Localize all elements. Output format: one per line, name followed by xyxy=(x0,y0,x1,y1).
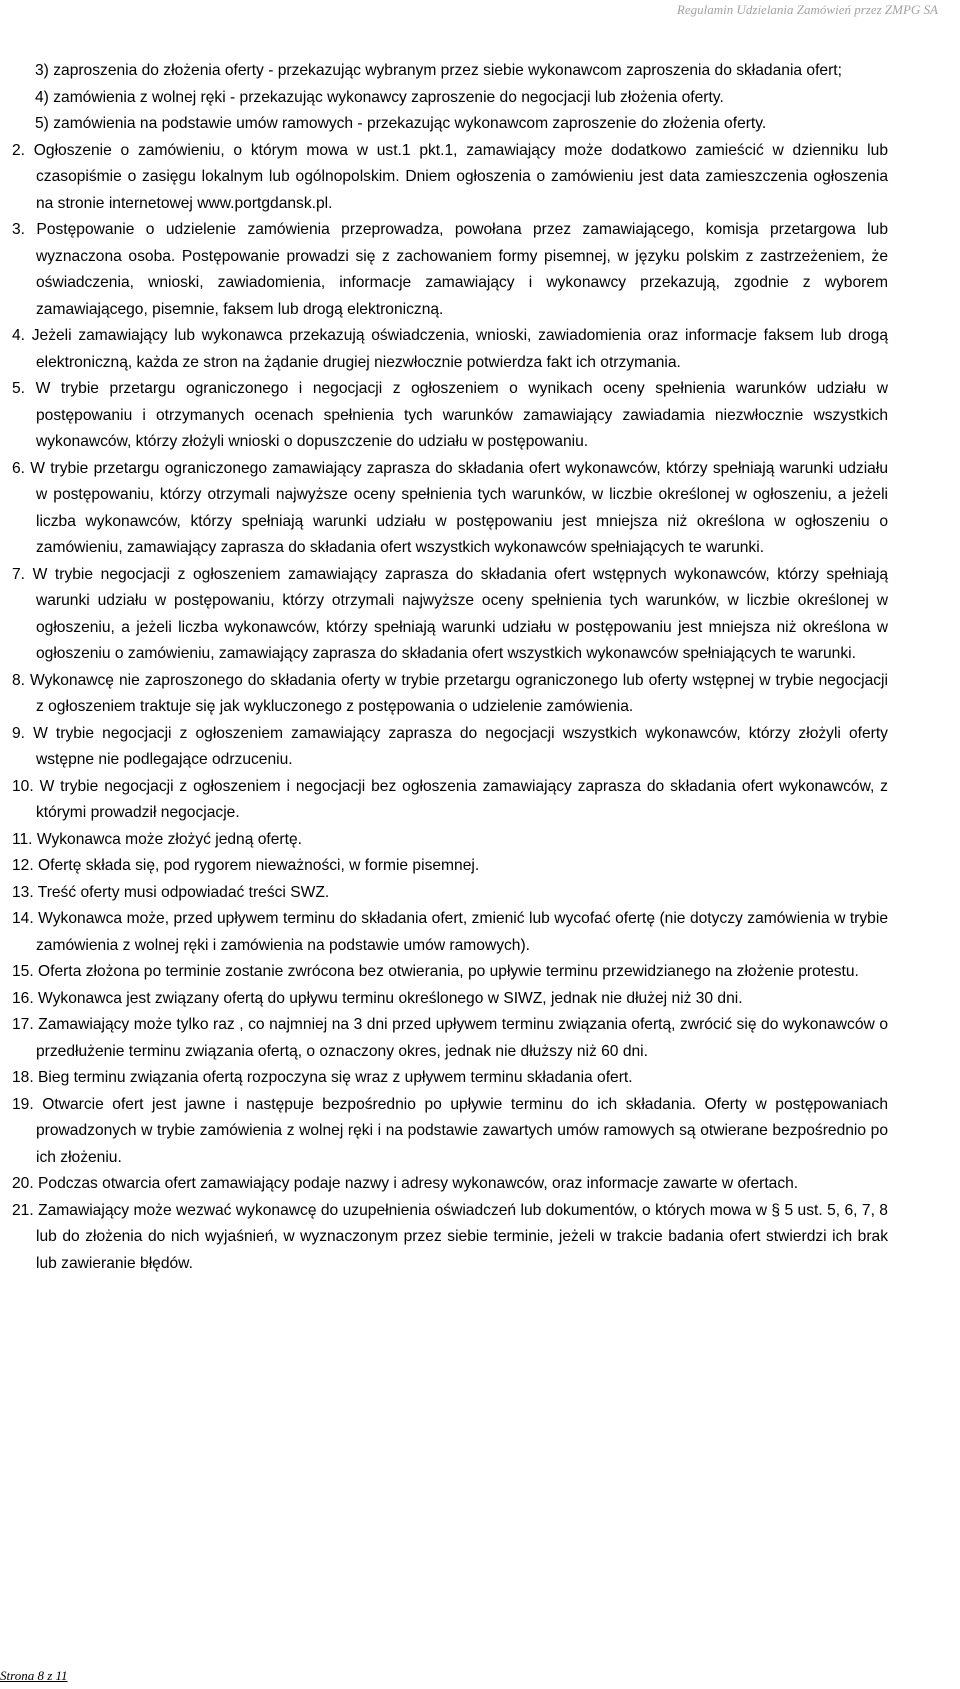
sub-list-item xyxy=(12,111,888,138)
numbered-paragraph xyxy=(12,562,888,668)
paragraph-number: 15. xyxy=(12,963,34,980)
numbered-paragraph xyxy=(12,1171,888,1198)
paragraph-number: 7. xyxy=(12,565,26,583)
paragraph-text: Wykonawca jest związany ofertą do upływu terminu określonego w SIWZ, jednak nie dłużej niż 30 dni. xyxy=(38,989,743,1007)
numbered-paragraph xyxy=(12,323,888,376)
paragraph-number: 3. xyxy=(12,221,26,238)
paragraph-text: Ofertę składa się, pod rygorem nieważności, w formie pisemnej. xyxy=(38,857,480,874)
paragraph-number: 5. xyxy=(12,380,26,397)
numbered-paragraph xyxy=(12,217,888,323)
paragraph-text: Zamawiający może wezwać wykonawcę do uzupełnienia oświadczeń lub dokumentów, o których mowa w § 5 ust. 5, 6, 7, 8 lub do złożenia do nich wyjaśnień, w wyznaczonym przez siebie terminie, jeżeli w trakcie badania ofert stwierdzi ich brak lub zawieranie błędów. xyxy=(36,1201,888,1272)
paragraph-text: Wykonawca może złożyć jedną ofertę. xyxy=(36,830,302,848)
paragraph-text: W trybie przetargu ograniczonego zamawiający zaprasza do składania ofert wykonawców, którzy spełniają warunki udziału w postępowaniu, którzy otrzymali najwyższe oceny spełnienia tych warunków, w liczbie określonej w ogłoszeniu, a jeżeli liczba wykonawców, którzy spełniają warunki udziału w postępowaniu jest mniejsza niż określona w ogłoszeniu o zamówieniu, zamawiający zaprasza do składania ofert wszystkich wykonawców spełniających te warunki. xyxy=(30,459,888,556)
paragraph-text: Podczas otwarcia ofert zamawiający podaje nazwy i adresy wykonawców, oraz informacje zawarte w ofertach. xyxy=(38,1175,799,1192)
paragraph-text: W trybie negocjacji z ogłoszeniem zamawiający zaprasza do składania ofert wstępnych wykonawców, którzy spełniają warunki udziału w postępowaniu, którzy otrzymali najwyższe oceny spełnienia tych warunków, w liczbie określonej w ogłoszeniu, a jeżeli liczba wykonawców, którzy spełniają warunki udziału w postępowaniu jest mniejsza niż określona w ogłoszeniu o zamówieniu, zamawiający zaprasza do składania ofert wszystkich wykonawców spełniających te warunki. xyxy=(32,565,888,662)
paragraph-text: W trybie przetargu ograniczonego i negocjacji z ogłoszeniem o wynikach oceny spełnienia warunków udziału w postępowaniu i otrzymanych ocenach spełnienia tych warunków zamawiający zawiadamia niezwłocznie wszystkich wykonawców, którzy złożyli wnioski o dopuszczenie do udziału w postępowaniu. xyxy=(35,380,888,450)
paragraph-number: 4. xyxy=(12,327,26,344)
sub-list-item xyxy=(12,85,888,112)
paragraph-text: zamówienia z wolnej ręki - przekazując wykonawcy zaproszenie do negocjacji lub złożenia oferty. xyxy=(53,88,724,106)
paragraph-number: 11. xyxy=(12,830,33,848)
document-body xyxy=(12,58,888,1277)
paragraph-text: Ogłoszenie o zamówieniu, o którym mowa w ust.1 pkt.1, zamawiający może dodatkowo zamieścić w dzienniku lub czasopiśmie o zasięgu lokalnym lub ogólnopolskim. Dniem ogłoszenia o zamówieniu jest data zamieszczenia ogłoszenia na stronie internetowej www.portgdansk.pl. xyxy=(33,141,888,212)
running-header-title: Regulamin Udzielania Zamówień przez ZMPG SA xyxy=(676,2,938,17)
page-header xyxy=(0,0,960,34)
paragraph-number: 3) xyxy=(35,62,49,79)
sub-list-item xyxy=(12,58,888,85)
numbered-paragraph xyxy=(12,986,888,1013)
paragraph-number: 18. xyxy=(12,1069,34,1086)
paragraph-text: Wykonawca może, przed upływem terminu do składania ofert, zmienić lub wycofać ofertę (nie dotyczy zamówienia w trybie zamówienia z wolnej ręki i zamówienia na podstawie umów ramowych). xyxy=(36,910,888,954)
paragraph-number: 21. xyxy=(12,1201,34,1219)
numbered-paragraph xyxy=(12,1065,888,1092)
paragraph-text: W trybie negocjacji z ogłoszeniem i negocjacji bez ogłoszenia zamawiający zaprasza do składania ofert wykonawców, z którymi prowadził negocjacje. xyxy=(36,777,888,821)
paragraph-text: Postępowanie o udzielenie zamówienia przeprowadza, powołana przez zamawiającego, komisja przetargowa lub wyznaczona osoba. Postępowanie prowadzi się z zachowaniem formy pisemnej, w języku polskim z zastrzeżeniem, że oświadczenia, wnioski, zawiadomienia, informacje zamawiający i wykonawcy przekazują, zgodnie z wyborem zamawiającego, pisemnie, faksem lub drogą elektroniczną. xyxy=(36,221,888,318)
numbered-paragraph xyxy=(12,853,888,880)
numbered-paragraph xyxy=(12,880,888,907)
numbered-paragraph xyxy=(12,1012,888,1065)
paragraph-text: Zamawiający może tylko raz , co najmniej na 3 dni przed upływem terminu związania ofertą, zwrócić się do wykonawców o przedłużenie terminu związania ofertą, o oznaczony okres, jednak nie dłuższy niż 60 dni. xyxy=(36,1016,888,1060)
paragraph-text: Otwarcie ofert jest jawne i następuje bezpośrednio po upływie terminu do ich składania. Oferty w postępowaniach prowadzonych w trybie zamówienia z wolnej ręki i na podstawie zawartych umów ramowych są otwierane bezpośrednio po ich złożeniu. xyxy=(36,1095,888,1166)
paragraph-number: 6. xyxy=(12,459,26,477)
numbered-paragraph xyxy=(12,456,888,562)
paragraph-number: 13. xyxy=(12,883,34,901)
paragraph-text: Treść oferty musi odpowiadać treści SWZ. xyxy=(37,883,330,901)
paragraph-text: zamówienia na podstawie umów ramowych - przekazując wykonawcom zaproszenie do złożenia oferty. xyxy=(53,115,767,132)
paragraph-number: 20. xyxy=(12,1175,34,1192)
numbered-paragraph xyxy=(12,376,888,456)
numbered-paragraph xyxy=(12,906,888,959)
paragraph-number: 4) xyxy=(35,88,49,106)
paragraph-number: 9. xyxy=(12,724,26,742)
numbered-paragraph xyxy=(12,721,888,774)
paragraph-text: zaproszenia do złożenia oferty - przekazując wybranym przez siebie wykonawcom zaproszenia do składania ofert; xyxy=(53,62,842,79)
numbered-paragraph xyxy=(12,827,888,854)
paragraph-number: 5) xyxy=(35,115,49,132)
paragraph-number: 14. xyxy=(12,910,34,927)
paragraph-text: Jeżeli zamawiający lub wykonawca przekazują oświadczenia, wnioski, zawiadomienia oraz informacje faksem lub drogą elektroniczną, każda ze stron na żądanie drugiej niezwłocznie potwierdza fakt ich otrzymania. xyxy=(31,327,888,371)
paragraph-text: W trybie negocjacji z ogłoszeniem zamawiający zaprasza do negocjacji wszystkich wykonawców, którzy złożyli oferty wstępne nie podlegające odrzuceniu. xyxy=(33,724,888,768)
paragraph-text: Wykonawcę nie zaproszonego do składania oferty w trybie przetargu ograniczonego lub oferty wstępnej w trybie negocjacji z ogłoszeniem traktuje się jak wykluczonego z postępowania o udzielenie zamówienia. xyxy=(30,671,888,715)
paragraph-number: 12. xyxy=(12,857,34,874)
paragraph-number: 16. xyxy=(12,989,34,1007)
numbered-paragraph xyxy=(12,1092,888,1172)
paragraph-number: 8. xyxy=(12,671,26,689)
paragraph-text: Oferta złożona po terminie zostanie zwrócona bez otwierania, po upływie terminu przewidzianego na złożenie protestu. xyxy=(38,963,859,980)
paragraph-text: Bieg terminu związania ofertą rozpoczyna się wraz z upływem terminu składania ofert. xyxy=(38,1069,633,1086)
numbered-paragraph xyxy=(12,138,888,218)
paragraph-number: 17. xyxy=(12,1016,34,1033)
numbered-paragraph xyxy=(12,959,888,986)
page-number: Strona 8 z 11 xyxy=(0,1668,68,1683)
numbered-paragraph xyxy=(12,668,888,721)
paragraph-number: 19. xyxy=(12,1095,34,1113)
numbered-paragraph xyxy=(12,774,888,827)
paragraph-number: 2. xyxy=(12,141,26,159)
paragraph-number: 10. xyxy=(12,777,34,795)
numbered-paragraph xyxy=(12,1198,888,1278)
